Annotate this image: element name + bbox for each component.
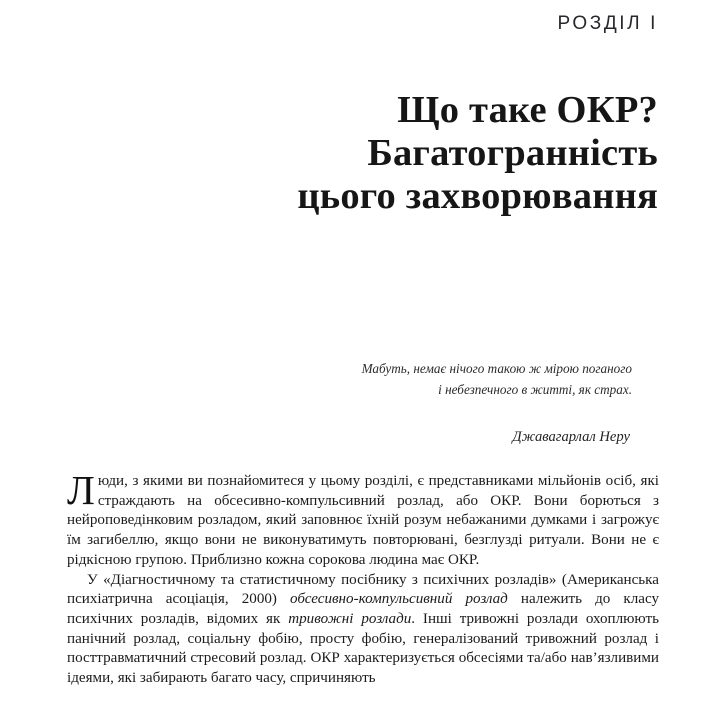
epigraph-attribution: Джавагарлал Неру bbox=[512, 429, 630, 445]
body-copy bbox=[67, 467, 659, 689]
epigraph-quote bbox=[332, 359, 632, 400]
paragraph-second-part-3: . Інші тривожні розлади охоплюють панічний розлад, соціальну фобію, просту фобію, генералізований тривожний розлад і посттравматичний стресовий розлад. ОКР характеризується обсесіями та/або нав’язливими ідеями, які забирають багато часу, спричиняють bbox=[67, 610, 659, 687]
paragraph-second-italic-2: тривожні розлади bbox=[288, 610, 412, 627]
chapter-label: РОЗДІЛ І bbox=[557, 13, 658, 34]
paragraph-first-text: юди, з якими ви познайомитеся у цьому розділі, є представниками мільйонів осіб, які страждають на обсесивно-компульсивний розлад, або ОКР. Вони борються з нейроповедінковим розладом, який заповнює їхній розум небажаними думками і загрожує їм загибеллю, якщо вони не виконуватимуть повторювані, безглузді ритуали. Вони не є рідкісною групою. Приблизно кожна сорокова людина має ОКР. bbox=[67, 473, 659, 568]
paragraph-second-italic-1: обсесивно-компульсивний розлад bbox=[290, 591, 508, 608]
epigraph-line-2: і небезпечного в житті, як страх. bbox=[438, 381, 632, 397]
paragraph-second bbox=[67, 571, 659, 689]
chapter-title-line-2: Багатогранність bbox=[367, 131, 658, 174]
paragraph-first bbox=[67, 467, 659, 571]
paragraph-second-part-1: У «Діагностичному та статистичному посібнику з психічних розладів» (Американська психіатрична асоціація, 2000) bbox=[67, 571, 659, 608]
epigraph-line-1: Мабуть, немає нічого такою ж мірою поганого bbox=[361, 361, 632, 376]
paragraph-second-part-2: належить до класу психічних розладів, відомих як bbox=[67, 591, 659, 627]
chapter-title-line-3: цього захворювання bbox=[297, 174, 658, 217]
chapter-title-line-1: Що таке ОКР? bbox=[397, 88, 658, 131]
chapter-title bbox=[58, 89, 658, 218]
drop-cap: Л bbox=[67, 467, 95, 513]
